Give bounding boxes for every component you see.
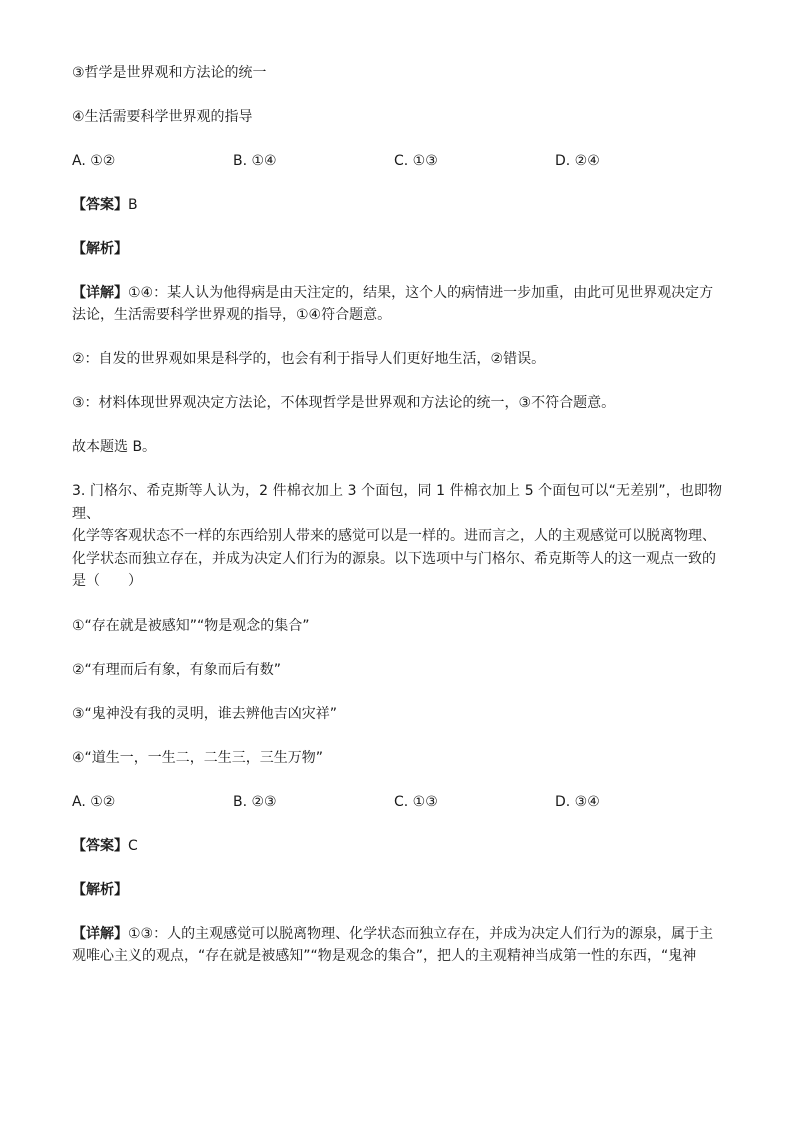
q2-analysis-tag: 【解析】	[72, 241, 128, 257]
q2-item-3: ③哲学是世界观和方法论的统一	[72, 65, 267, 81]
q2-detail-tag: 【详解】	[72, 285, 128, 301]
q2-option-d: D. ②④	[555, 153, 600, 169]
q2-detail-line-1	[72, 282, 722, 304]
q3-detail	[72, 923, 722, 967]
q3-item-3: ③“鬼神没有我的灵明，谁去辨他吉凶灾祥”	[72, 705, 338, 722]
q3-detail-text-1: ①③：人的主观感觉可以脱离物理、化学状态而独立存在，并成为决定人们行为的源泉，属于主	[128, 925, 714, 942]
q2-explanation-2: ②：自发的世界观如果是科学的，也会有利于指导人们更好地生活，②错误。	[72, 351, 546, 367]
q2-option-b: B. ①④	[233, 153, 277, 169]
q2-option-c: C. ①③	[394, 153, 438, 169]
q2-answer-tag: 【答案】	[72, 197, 128, 213]
q2-detail-line-2: 法论，生活需要科学世界观的指导，①④符合题意。	[72, 307, 392, 323]
q3-answer-value: C	[128, 837, 138, 854]
q2-conclusion: 故本题选 B。	[72, 439, 157, 455]
q2-detail-text-1: ①④：某人认为他得病是由天注定的，结果，这个人的病情进一步加重，由此可见世界观决定方	[128, 285, 714, 301]
q3-option-d: D. ③④	[555, 793, 600, 810]
q3-stem-line-4: 是（ ）	[72, 573, 142, 589]
q2-item-4: ④生活需要科学世界观的指导	[72, 109, 253, 125]
q3-detail-line-1	[72, 923, 722, 945]
document-page	[72, 62, 722, 989]
q2-explanation-3: ③：材料体现世界观决定方法论，不体现哲学是世界观和方法论的统一，③不符合题意。	[72, 395, 616, 411]
q3-stem-line-2: 化学等客观状态不一样的东西给别人带来的感觉可以是一样的。进而言之，人的主观感觉可以脱离物理、	[72, 528, 716, 544]
q3-item-4: ④“道生一，一生二，二生三，三生万物”	[72, 749, 324, 766]
q3-option-c: C. ①③	[394, 793, 438, 810]
q2-analysis	[72, 238, 722, 260]
q3-answer-tag: 【答案】	[72, 837, 128, 854]
q3-detail-line-2: 观唯心主义的观点，“存在就是被感知”“物是观念的集合”，把人的主观精神当成第一性的东西，“鬼神	[72, 947, 697, 964]
q3-analysis-tag: 【解析】	[72, 881, 128, 898]
q3-answer	[72, 835, 722, 857]
q2-answer	[72, 194, 722, 216]
q3-item-1: ①“存在就是被感知”“物是观念的集合”	[72, 617, 310, 634]
q3-stem	[72, 480, 722, 593]
q3-item-2: ②“有理而后有象，有象而后有数”	[72, 661, 282, 678]
q3-options	[72, 791, 722, 813]
q3-option-a: A. ①②	[72, 793, 116, 810]
q2-answer-value: B	[128, 197, 138, 213]
q3-option-b: B. ②③	[233, 793, 277, 810]
q3-stem-line-3: 化学状态而独立存在，并成为决定人们行为的源泉。以下选项中与门格尔、希克斯等人的这一观点一致的	[72, 550, 716, 567]
q3-analysis	[72, 879, 722, 901]
q2-options	[72, 150, 722, 172]
q3-stem-line-1: 3. 门格尔、希克斯等人认为，2 件棉衣加上 3 个面包，同 1 件棉衣加上 5 个面包可以“无差别”，也即物理、	[72, 483, 722, 522]
q3-detail-tag: 【详解】	[72, 925, 128, 942]
q2-detail	[72, 282, 722, 326]
q2-option-a: A. ①②	[72, 153, 116, 169]
